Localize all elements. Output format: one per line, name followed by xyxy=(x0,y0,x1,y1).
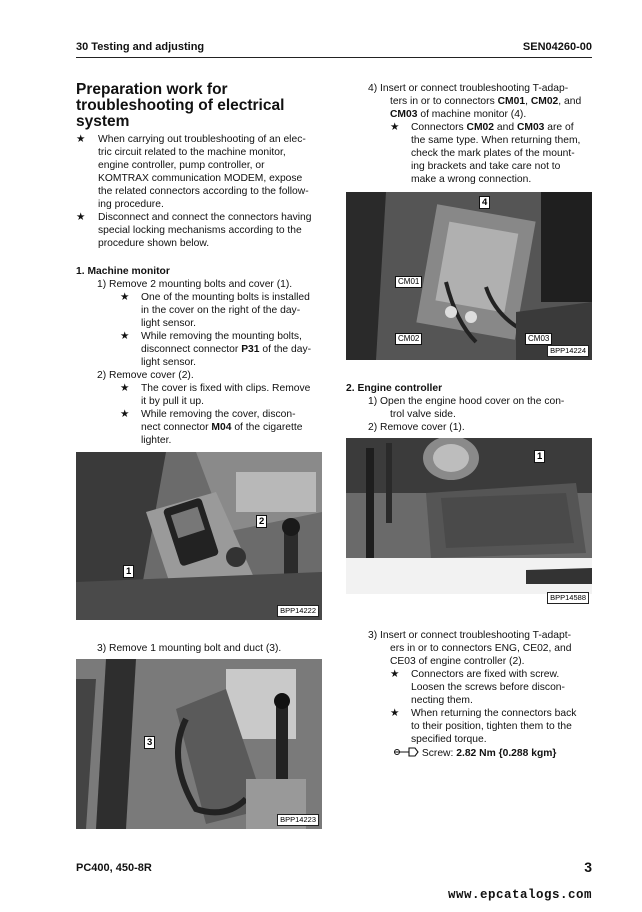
figure-label: CM01 xyxy=(395,276,422,288)
figure-caption: BPP14588 xyxy=(547,592,589,604)
page-number: 3 xyxy=(584,859,592,875)
note-2-3a: ★ Connectors are fixed with screw. Loosen the screws before discon- necting them. xyxy=(390,668,565,707)
figure-label: 4 xyxy=(479,196,490,209)
figure-caption: BPP14224 xyxy=(547,345,589,357)
step-1-2: 2) Remove cover (2). xyxy=(97,370,194,381)
step-2-1: 1) Open the engine hood cover on the con- trol valve side. xyxy=(368,396,565,421)
connectors-photo-illustration xyxy=(346,192,592,360)
note-1-2a: ★ The cover is fixed with clips. Remove it by pull it up. xyxy=(120,382,311,408)
step-2-3: 3) Insert or connect troubleshooting T-adapt- ers in or to connectors ENG, CE02, and CE03 of engine controller (2). xyxy=(368,630,572,668)
header-rule xyxy=(76,57,592,58)
section-2-heading: 2. Engine controller xyxy=(346,383,443,394)
header-doc-code: SEN04260-00 xyxy=(522,41,592,53)
figure-label: 3 xyxy=(144,736,155,749)
star-icon: ★ xyxy=(76,211,86,223)
star-icon: ★ xyxy=(76,133,86,145)
header-section: 30 Testing and adjusting xyxy=(76,41,205,53)
star-icon: ★ xyxy=(390,668,400,680)
duct-photo-illustration xyxy=(76,659,322,829)
figure-label: 1 xyxy=(534,450,545,463)
star-icon: ★ xyxy=(120,330,130,342)
figure-machine-monitor-cover xyxy=(76,452,322,620)
figure-label: CM03 xyxy=(525,333,552,345)
figure-duct xyxy=(76,659,322,829)
step-2-2: 2) Remove cover (1). xyxy=(368,422,465,433)
figure-label: CM02 xyxy=(395,333,422,345)
star-icon: ★ xyxy=(390,707,400,719)
wrench-icon xyxy=(393,746,419,758)
note-1-4: ★ Connectors CM02 and CM03 are of the same type. When returning them, check the mark plates of the mount- ing brackets and take care not to make a wrong connection. xyxy=(390,121,581,186)
step-1-4: 4) Insert or connect troubleshooting T-adap- ters in or to connectors CM01, CM02, and CM03 of machine monitor (4). xyxy=(368,83,582,121)
star-icon: ★ xyxy=(120,382,130,394)
step-1-3: 3) Remove 1 mounting bolt and duct (3). xyxy=(97,643,282,654)
intro-bullet-2: ★ Disconnect and connect the connectors having special locking mechanisms according to the procedure shown below. xyxy=(76,211,312,250)
figure-caption: BPP14223 xyxy=(277,814,319,826)
star-icon: ★ xyxy=(390,121,400,133)
figure-monitor-connectors xyxy=(346,192,592,360)
figure-caption: BPP14222 xyxy=(277,605,319,617)
figure-label: 1 xyxy=(123,565,134,578)
step-1-1: 1) Remove 2 mounting bolts and cover (1). xyxy=(97,279,293,290)
footer-model: PC400, 450-8R xyxy=(76,862,152,874)
watermark-link[interactable]: www.epcatalogs.com xyxy=(447,888,592,902)
star-icon: ★ xyxy=(120,291,130,303)
figure-label: 2 xyxy=(256,515,267,528)
page-title: Preparation work for troubleshooting of electrical system xyxy=(76,81,285,130)
star-icon: ★ xyxy=(120,408,130,420)
note-1-1a: ★ One of the mounting bolts is installed in the cover on the right of the day- light sensor. xyxy=(120,291,310,330)
note-1-2b: ★ While removing the cover, discon- nect connector M04 of the cigarette lighter. xyxy=(120,408,303,447)
note-2-3b: ★ When returning the connectors back to their position, tighten them to the specified torque. xyxy=(390,707,577,746)
section-1-heading: 1. Machine monitor xyxy=(76,266,170,277)
engine-photo-illustration xyxy=(346,438,592,608)
figure-engine-controller xyxy=(346,438,592,608)
monitor-photo-illustration xyxy=(76,452,322,620)
note-1-1b: ★ While removing the mounting bolts, disconnect connector P31 of the day- light sensor. xyxy=(120,330,312,369)
torque-spec: Screw: 2.82 Nm {0.288 kgm} xyxy=(393,746,556,760)
intro-bullet-1: ★ When carrying out troubleshooting of an elec- tric circuit related to the machine monitor, engine controller, pump controller, or KOMTRAX communication MODEM, expose the related connectors according to the follow- ing procedure. xyxy=(76,133,309,211)
